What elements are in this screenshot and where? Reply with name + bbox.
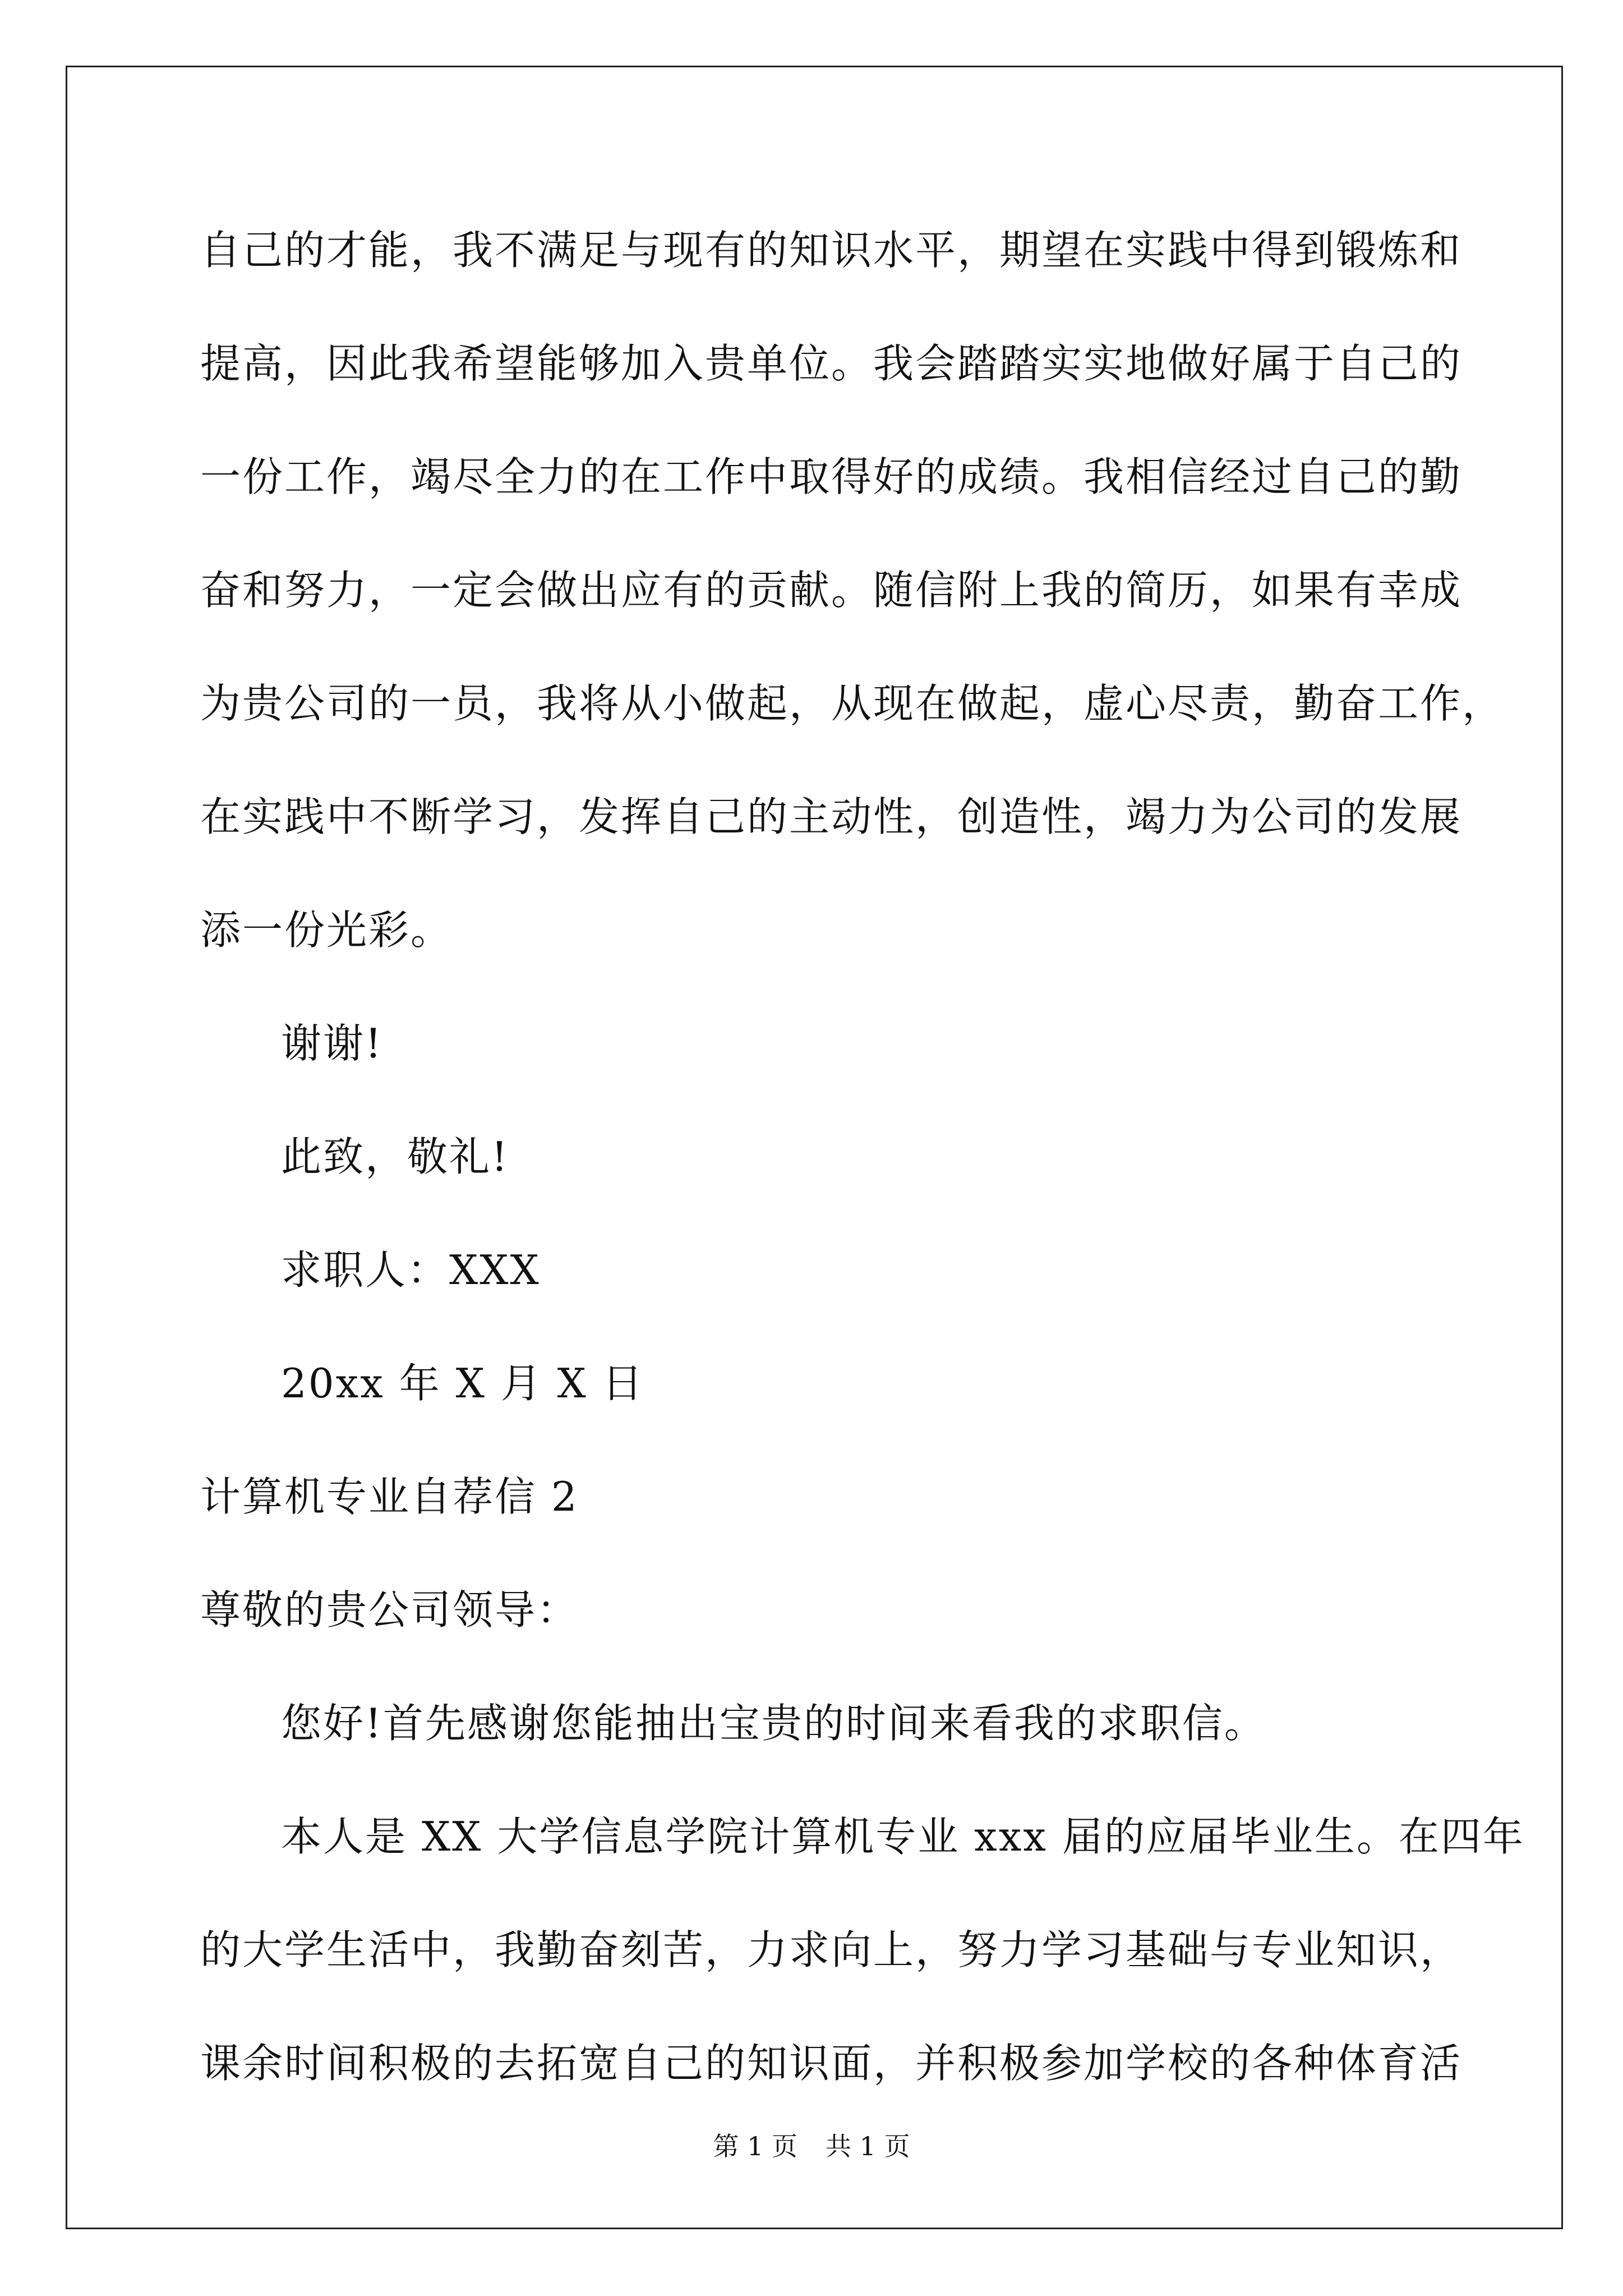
paragraph-line: 添一份光彩。 bbox=[200, 907, 453, 954]
page-total: 共 1 页 bbox=[826, 2131, 910, 2161]
paragraph-line: 本人是 XX 大学信息学院计算机专业 xxx 届的应届毕业生。在四年 bbox=[281, 1813, 1525, 1860]
page-footer bbox=[0, 2126, 1623, 2163]
paragraph-line: 课余时间积极的去拓宽自己的知识面，并积极参加学校的各种体育活 bbox=[200, 2040, 1463, 2087]
document-body bbox=[200, 211, 1525, 2137]
paragraph-line: 提高，因此我希望能够加入贵单位。我会踏踏实实地做好属于自己的 bbox=[200, 340, 1463, 387]
section-title: 计算机专业自荐信 2 bbox=[200, 1473, 579, 1520]
salutation-line: 此致，敬礼! bbox=[281, 1133, 509, 1180]
greeting-line: 尊敬的贵公司领导： bbox=[200, 1586, 579, 1634]
page-number: 第 1 页 bbox=[713, 2131, 797, 2161]
paragraph-line: 您好!首先感谢您能抽出宝贵的时间来看我的求职信。 bbox=[281, 1700, 1266, 1747]
paragraph-line: 为贵公司的一员，我将从小做起，从现在做起，虚心尽责，勤奋工作， bbox=[200, 680, 1505, 727]
date-line: 20xx 年 X 月 X 日 bbox=[281, 1360, 644, 1407]
paragraph-line: 在实践中不断学习，发挥自己的主动性，创造性，竭力为公司的发展 bbox=[200, 793, 1463, 840]
paragraph-line: 自己的才能，我不满足与现有的知识水平，期望在实践中得到锻炼和 bbox=[200, 227, 1463, 274]
thanks-line: 谢谢! bbox=[281, 1020, 383, 1067]
applicant-line: 求职人：XXX bbox=[281, 1246, 541, 1294]
paragraph-line: 一份工作，竭尽全力的在工作中取得好的成绩。我相信经过自己的勤 bbox=[200, 453, 1463, 500]
paragraph-line: 奋和努力，一定会做出应有的贡献。随信附上我的简历，如果有幸成 bbox=[200, 567, 1463, 614]
paragraph-line: 的大学生活中，我勤奋刻苦，力求向上，努力学习基础与专业知识， bbox=[200, 1926, 1463, 1973]
